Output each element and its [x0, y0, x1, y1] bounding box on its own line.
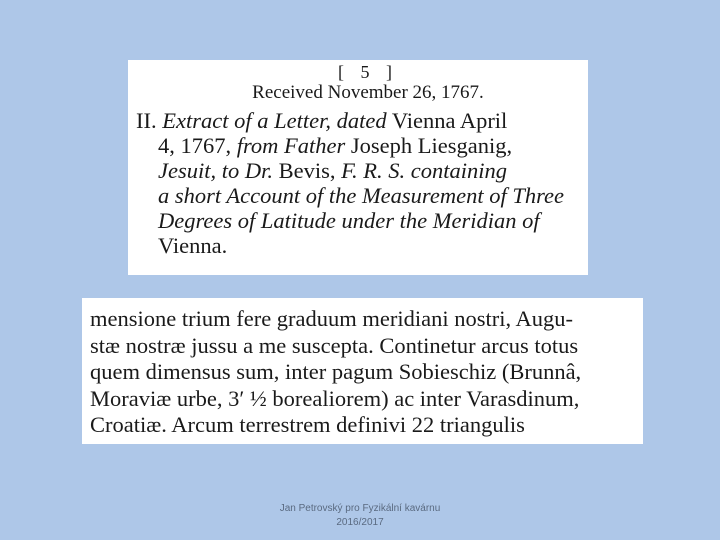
title-line-6: Vienna.: [158, 233, 228, 258]
section-numeral: II.: [136, 108, 157, 133]
title-text-2c: Joseph Liesganig,: [350, 133, 513, 158]
article-header-scan: [128, 60, 588, 275]
slide-footer: [0, 502, 720, 530]
title-text-3a: Jesuit, to Dr.: [158, 158, 273, 183]
title-line-5: Degrees of Latitude under the Meridian of: [158, 208, 540, 233]
title-text-1a: Extract of a Letter, dated: [162, 108, 387, 133]
title-line-4: a short Account of the Measurement of Three: [158, 183, 564, 208]
body-line-1: mensione trium fere graduum meridiani nostri, Augu-: [90, 306, 574, 331]
article-title: [136, 108, 578, 258]
footer-year: 2016/2017: [336, 517, 384, 528]
title-text-2a: 4, 1767,: [158, 133, 232, 158]
title-text-2b: from Father: [236, 133, 346, 158]
title-text-3c: F. R. S. containing: [341, 158, 507, 183]
letter-body-scan: [82, 298, 643, 444]
title-line-1: [136, 108, 578, 133]
title-text-1b: Vienna April: [391, 108, 508, 133]
title-line-3: [158, 158, 578, 183]
footer-author: Jan Petrovský pro Fyzikální kavárnu: [279, 503, 441, 514]
body-line-3: quem dimensus sum, inter pagum Sobieschiz (Brunnâ,: [90, 359, 582, 384]
title-text-3b: Bevis,: [278, 158, 336, 183]
page-number: [ 5 ]: [338, 62, 398, 82]
title-line-2: [158, 133, 578, 158]
body-line-5: Croatiæ. Arcum terrestrem definivi 22 triangulis: [90, 412, 525, 437]
body-line-4: Moraviæ urbe, 3′ ½ borealiorem) ac inter Varasdinum,: [90, 385, 580, 411]
received-date: Received November 26, 1767.: [252, 82, 484, 103]
body-line-2: stæ nostræ jussu a me suscepta. Continetur arcus totus: [90, 332, 579, 358]
